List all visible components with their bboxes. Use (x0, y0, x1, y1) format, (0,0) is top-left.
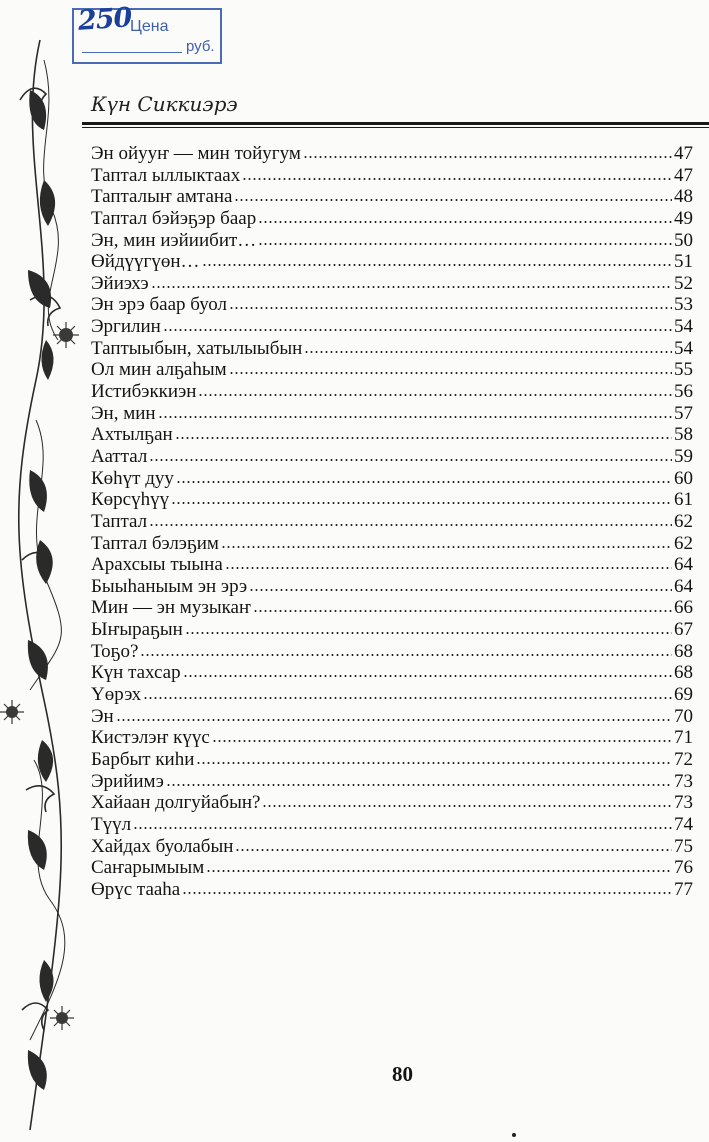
toc-entry-title: Ааттал (91, 445, 148, 467)
dot-leader (258, 220, 672, 224)
toc-entry-page: 69 (674, 684, 693, 706)
toc-entry-page: 55 (674, 359, 693, 381)
toc-entry-title: Эн, мин (91, 402, 156, 424)
dot-leader (151, 285, 672, 289)
toc-entry-title: Эн (91, 705, 114, 727)
toc-entry (91, 424, 693, 446)
toc-entry (91, 294, 693, 316)
toc-entry-title: Эрийимэ (91, 770, 164, 792)
dot-leader (143, 696, 672, 700)
toc-entry-title: Эн эрэ баар буол (91, 294, 227, 316)
toc-entry-title: Быыһаныым эн эрэ (91, 575, 248, 597)
dot-leader (202, 263, 672, 267)
dot-leader (249, 588, 672, 592)
dot-leader (253, 609, 672, 613)
toc-entry-page: 52 (674, 272, 693, 294)
toc-entry-title: Хайдах буолабын (91, 835, 234, 857)
toc-entry-page: 62 (674, 510, 693, 532)
toc-entry-page: 48 (674, 186, 693, 208)
toc-entry-title: Истибэккиэн (91, 381, 197, 403)
toc-entry-title: Таптал бэйэҕэр баар (91, 207, 257, 229)
toc-entry-title: Өрүс тааһа (91, 878, 181, 900)
toc-entry-title: Көһүт дуу (91, 467, 174, 489)
dot-leader (221, 545, 672, 549)
floral-vine-ornament (0, 0, 80, 1142)
toc-entry (91, 338, 693, 360)
toc-entry (91, 230, 693, 252)
toc-entry-page: 72 (674, 748, 693, 770)
toc-entry (91, 576, 693, 598)
dot-leader (166, 783, 672, 787)
price-stamp (72, 2, 222, 64)
toc-entry-title: Эн, мин иэйиибит… (91, 229, 257, 251)
running-header-title: Күн Сиккиэрэ (91, 92, 238, 116)
page-number: 80 (392, 1062, 413, 1086)
toc-entry (91, 143, 693, 165)
toc-entry-title: Таптал (91, 510, 148, 532)
dot-leader (175, 436, 672, 440)
dot-leader (229, 306, 672, 310)
toc-entry (91, 468, 693, 490)
toc-entry-page: 53 (674, 294, 693, 316)
toc-entry (91, 554, 693, 576)
toc-entry-page: 68 (674, 662, 693, 684)
toc-entry-page: 50 (674, 229, 693, 251)
toc-entry-title: Өйдүүгүөн… (91, 251, 200, 273)
dot-leader (116, 718, 672, 722)
dot-leader (163, 328, 672, 332)
dot-leader (262, 804, 672, 808)
toc-entry (91, 641, 693, 663)
toc-entry (91, 533, 693, 555)
dot-leader (176, 480, 672, 484)
toc-entry-page: 54 (674, 337, 693, 359)
toc-entry-page: 67 (674, 619, 693, 641)
toc-entry-title: Таптыыбын, хатылыыбын (91, 337, 303, 359)
toc-entry-page: 68 (674, 640, 693, 662)
toc-entry-page: 70 (674, 705, 693, 727)
dot-leader (225, 566, 672, 570)
toc-entry-page: 47 (674, 143, 693, 164)
toc-entry-title: Арахсыы тыына (91, 554, 223, 576)
toc-entry (91, 684, 693, 706)
toc-entry-page: 58 (674, 424, 693, 446)
dot-leader (149, 523, 672, 527)
toc-entry-page: 64 (674, 575, 693, 597)
toc-entry-page: 74 (674, 813, 693, 835)
currency-label: руб. (186, 38, 215, 55)
toc-entry (91, 316, 693, 338)
toc-entry-page: 60 (674, 467, 693, 489)
toc-entry (91, 597, 693, 619)
toc-entry (91, 208, 693, 230)
toc-entry-page: 62 (674, 532, 693, 554)
toc-entry (91, 814, 693, 836)
dot-leader (133, 826, 672, 830)
toc-entry-title: Барбыт киһи (91, 748, 195, 770)
dot-leader (206, 869, 672, 873)
toc-entry-page: 64 (674, 554, 693, 576)
toc-entry-page: 73 (674, 770, 693, 792)
toc-entry (91, 273, 693, 295)
print-speck (512, 1133, 516, 1137)
dot-leader (196, 761, 672, 765)
dot-leader (183, 674, 672, 678)
toc-entry-title: Ахтылҕан (91, 424, 173, 446)
table-of-contents (91, 143, 693, 900)
toc-entry (91, 792, 693, 814)
dot-leader (171, 501, 672, 505)
toc-entry-page: 47 (674, 164, 693, 186)
toc-entry-title: Кистэлэҥ күүс (91, 727, 210, 749)
toc-entry (91, 857, 693, 879)
dot-leader (182, 891, 672, 895)
toc-entry (91, 836, 693, 858)
dot-leader (212, 739, 672, 743)
toc-entry-title: Мин — эн музыкаҥ (91, 597, 251, 619)
toc-entry-title: Таптал бэлэҕим (91, 532, 219, 554)
dot-leader (158, 415, 672, 419)
toc-entry (91, 706, 693, 728)
toc-entry-page: 54 (674, 316, 693, 338)
handwritten-price: 250 (76, 2, 133, 37)
dot-leader (140, 653, 672, 657)
toc-entry-page: 77 (674, 878, 693, 900)
toc-entry-title: Күн тахсар (91, 662, 181, 684)
toc-entry (91, 165, 693, 187)
toc-entry-title: Хайаан долгуйабын? (91, 792, 261, 814)
toc-entry (91, 727, 693, 749)
toc-entry-title: Көрсүһүү (91, 489, 170, 511)
toc-entry (91, 771, 693, 793)
toc-entry (91, 381, 693, 403)
toc-entry-title: Тоҕо? (91, 640, 139, 662)
toc-entry (91, 879, 693, 901)
toc-entry-page: 76 (674, 857, 693, 879)
toc-entry-page: 56 (674, 381, 693, 403)
toc-entry (91, 186, 693, 208)
dot-leader (234, 198, 672, 202)
toc-entry-page: 73 (674, 792, 693, 814)
toc-entry (91, 662, 693, 684)
dot-leader (242, 177, 672, 181)
toc-entry (91, 251, 693, 273)
dot-leader (149, 458, 672, 462)
toc-entry-title: Саҥарымыым (91, 857, 205, 879)
toc-entry (91, 403, 693, 425)
dot-leader (235, 848, 672, 852)
toc-entry-page: 57 (674, 402, 693, 424)
toc-entry (91, 511, 693, 533)
price-label: Цена (130, 18, 169, 35)
toc-entry-title: Эн ойууҥ — мин тойугум (91, 143, 301, 164)
toc-entry (91, 619, 693, 641)
dot-leader (185, 631, 672, 635)
toc-entry-page: 66 (674, 597, 693, 619)
toc-entry-page: 61 (674, 489, 693, 511)
dot-leader (229, 371, 672, 375)
dot-leader (303, 155, 672, 159)
toc-entry-page: 59 (674, 445, 693, 467)
header-rule (82, 122, 709, 128)
toc-entry-title: Эйиэхэ (91, 272, 149, 294)
toc-entry-title: Түүл (91, 813, 132, 835)
toc-entry-page: 71 (674, 727, 693, 749)
toc-entry (91, 446, 693, 468)
dot-leader (258, 242, 672, 246)
toc-entry-title: Эргилин (91, 316, 161, 338)
toc-entry-page: 49 (674, 207, 693, 229)
dot-leader (198, 393, 672, 397)
toc-entry-title: Тапталыҥ амтана (91, 186, 233, 208)
toc-entry-title: Үөрэх (91, 684, 142, 706)
toc-entry-title: Ыҥыраҕын (91, 619, 183, 641)
toc-entry-page: 75 (674, 835, 693, 857)
toc-entry-title: Таптал ыллыктаах (91, 164, 241, 186)
toc-entry (91, 489, 693, 511)
toc-entry (91, 749, 693, 771)
toc-entry-page: 51 (674, 251, 693, 273)
toc-entry-title: Ол мин алҕаһым (91, 359, 227, 381)
price-blank-line (82, 52, 182, 53)
dot-leader (304, 350, 672, 354)
toc-entry (91, 359, 693, 381)
